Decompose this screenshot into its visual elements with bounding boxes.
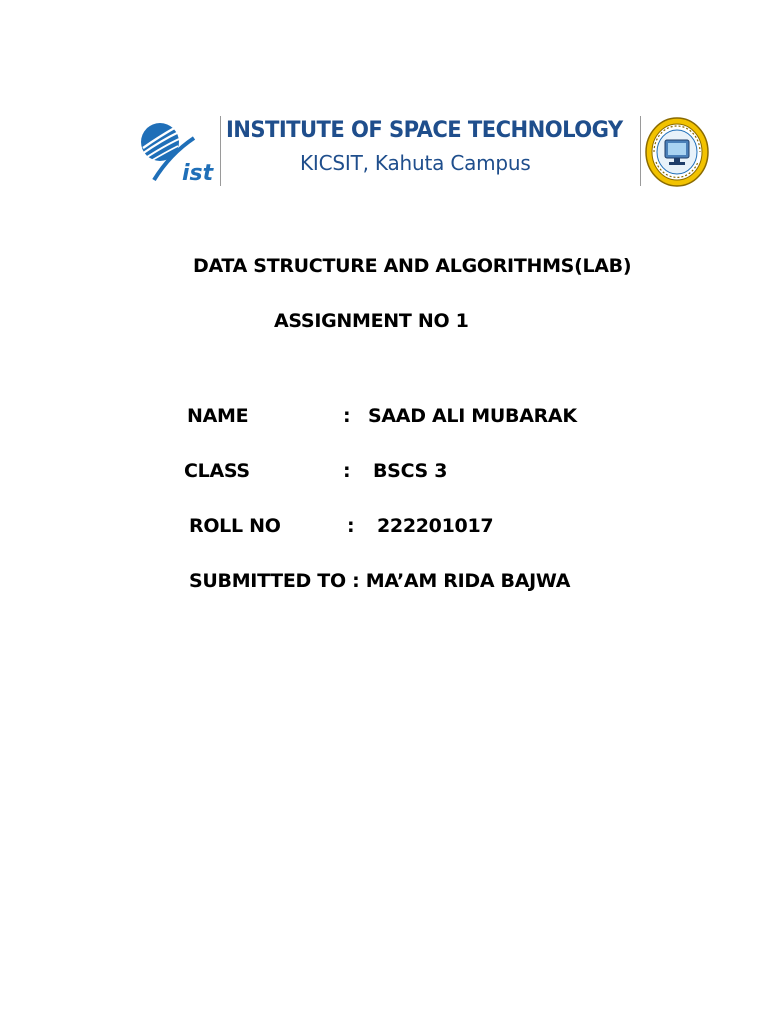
roll-no-value: 222201017 [377,515,494,537]
ist-logo-icon [140,118,220,184]
course-title: DATA STRUCTURE AND ALGORITHMS(LAB) [193,255,632,277]
roll-no-label: ROLL NO [189,515,281,537]
ist-logo-text: ist [182,161,214,184]
submitted-to: SUBMITTED TO : MA’AM RIDA BAJWA [189,570,571,592]
name-label: NAME [187,405,249,427]
name-separator: : [343,405,351,427]
campus-name: KICSIT, Kahuta Campus [300,151,531,175]
class-value: BSCS 3 [373,460,448,482]
banner-divider-left [220,116,221,186]
institute-name: INSTITUTE OF SPACE TECHNOLOGY [226,118,623,143]
banner-divider-right [640,116,641,186]
institute-seal-icon [644,116,710,188]
assignment-title: ASSIGNMENT NO 1 [274,310,469,332]
name-value: SAAD ALI MUBARAK [368,405,577,427]
roll-no-separator: : [347,515,355,537]
class-label: CLASS [184,460,250,482]
header-banner [140,110,710,190]
class-separator: : [343,460,351,482]
